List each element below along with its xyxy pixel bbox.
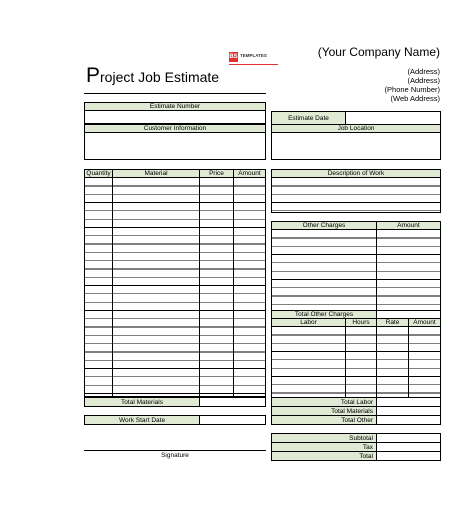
description-of-work-grid[interactable] [271, 177, 441, 213]
company-web: (Web Address) [390, 94, 440, 103]
company-address-2: (Address) [407, 76, 440, 85]
labor-col-divider [408, 326, 409, 398]
total-labor-label: Total Labor [271, 397, 377, 407]
total-other-charges-label: Total Other Charges [271, 310, 377, 319]
total-materials-summary-label: Total Materials [271, 406, 377, 416]
estimate-number-field[interactable] [84, 110, 266, 124]
logo-underline [229, 64, 278, 65]
material-header: Material [112, 169, 200, 178]
total-label: Total [271, 451, 377, 461]
job-location-field[interactable] [271, 132, 441, 160]
total-materials-label: Total Materials [84, 397, 200, 407]
quantity-header: Quantity [84, 169, 113, 178]
company-name: (Your Company Name) [317, 45, 440, 59]
total-materials-field[interactable] [199, 397, 266, 407]
other-charges-amount-header: Amount [376, 221, 441, 230]
labor-amount-header: Amount [408, 318, 441, 327]
other-charges-col-divider [376, 229, 377, 311]
job-location-label: Job Location [271, 124, 441, 133]
estimate-number-label: Estimate Number [84, 102, 266, 111]
tax-label: Tax [271, 442, 377, 452]
other-charges-grid[interactable] [271, 229, 441, 311]
description-of-work-header: Description of Work [271, 169, 441, 178]
materials-col-divider [233, 177, 234, 397]
total-other-label: Total Other [271, 415, 377, 425]
price-header: Price [199, 169, 234, 178]
customer-information-field[interactable] [84, 132, 266, 160]
rate-header: Rate [376, 318, 409, 327]
signature-line[interactable] [84, 450, 266, 451]
logo-mark: BS [229, 54, 238, 60]
total-field[interactable] [376, 451, 441, 461]
page-title [86, 64, 219, 88]
logo-text: TEMPLATES [240, 53, 267, 58]
labor-grid[interactable] [271, 326, 441, 398]
title-rest: roject Job Estimate [100, 69, 220, 85]
labor-header: Labor [271, 318, 346, 327]
company-phone: (Phone Number) [384, 85, 440, 94]
signature-label: Signature [161, 452, 189, 459]
work-start-date-field[interactable] [199, 415, 266, 425]
other-charges-header: Other Charges [271, 221, 377, 230]
labor-col-divider [376, 326, 377, 398]
estimate-date-field[interactable] [345, 111, 441, 125]
title-divider [84, 93, 266, 94]
amount-header: Amount [233, 169, 266, 178]
materials-col-divider [199, 177, 200, 397]
work-start-date-label: Work Start Date [84, 415, 200, 425]
subtotal-label: Subtotal [271, 433, 377, 443]
materials-col-divider [112, 177, 113, 397]
total-other-field[interactable] [376, 415, 441, 425]
estimate-date-label: Estimate Date [271, 111, 346, 125]
hours-header: Hours [345, 318, 377, 327]
customer-information-label: Customer Information [84, 124, 266, 133]
labor-col-divider [345, 326, 346, 398]
company-address-1: (Address) [407, 67, 440, 76]
title-initial: P [86, 64, 101, 87]
